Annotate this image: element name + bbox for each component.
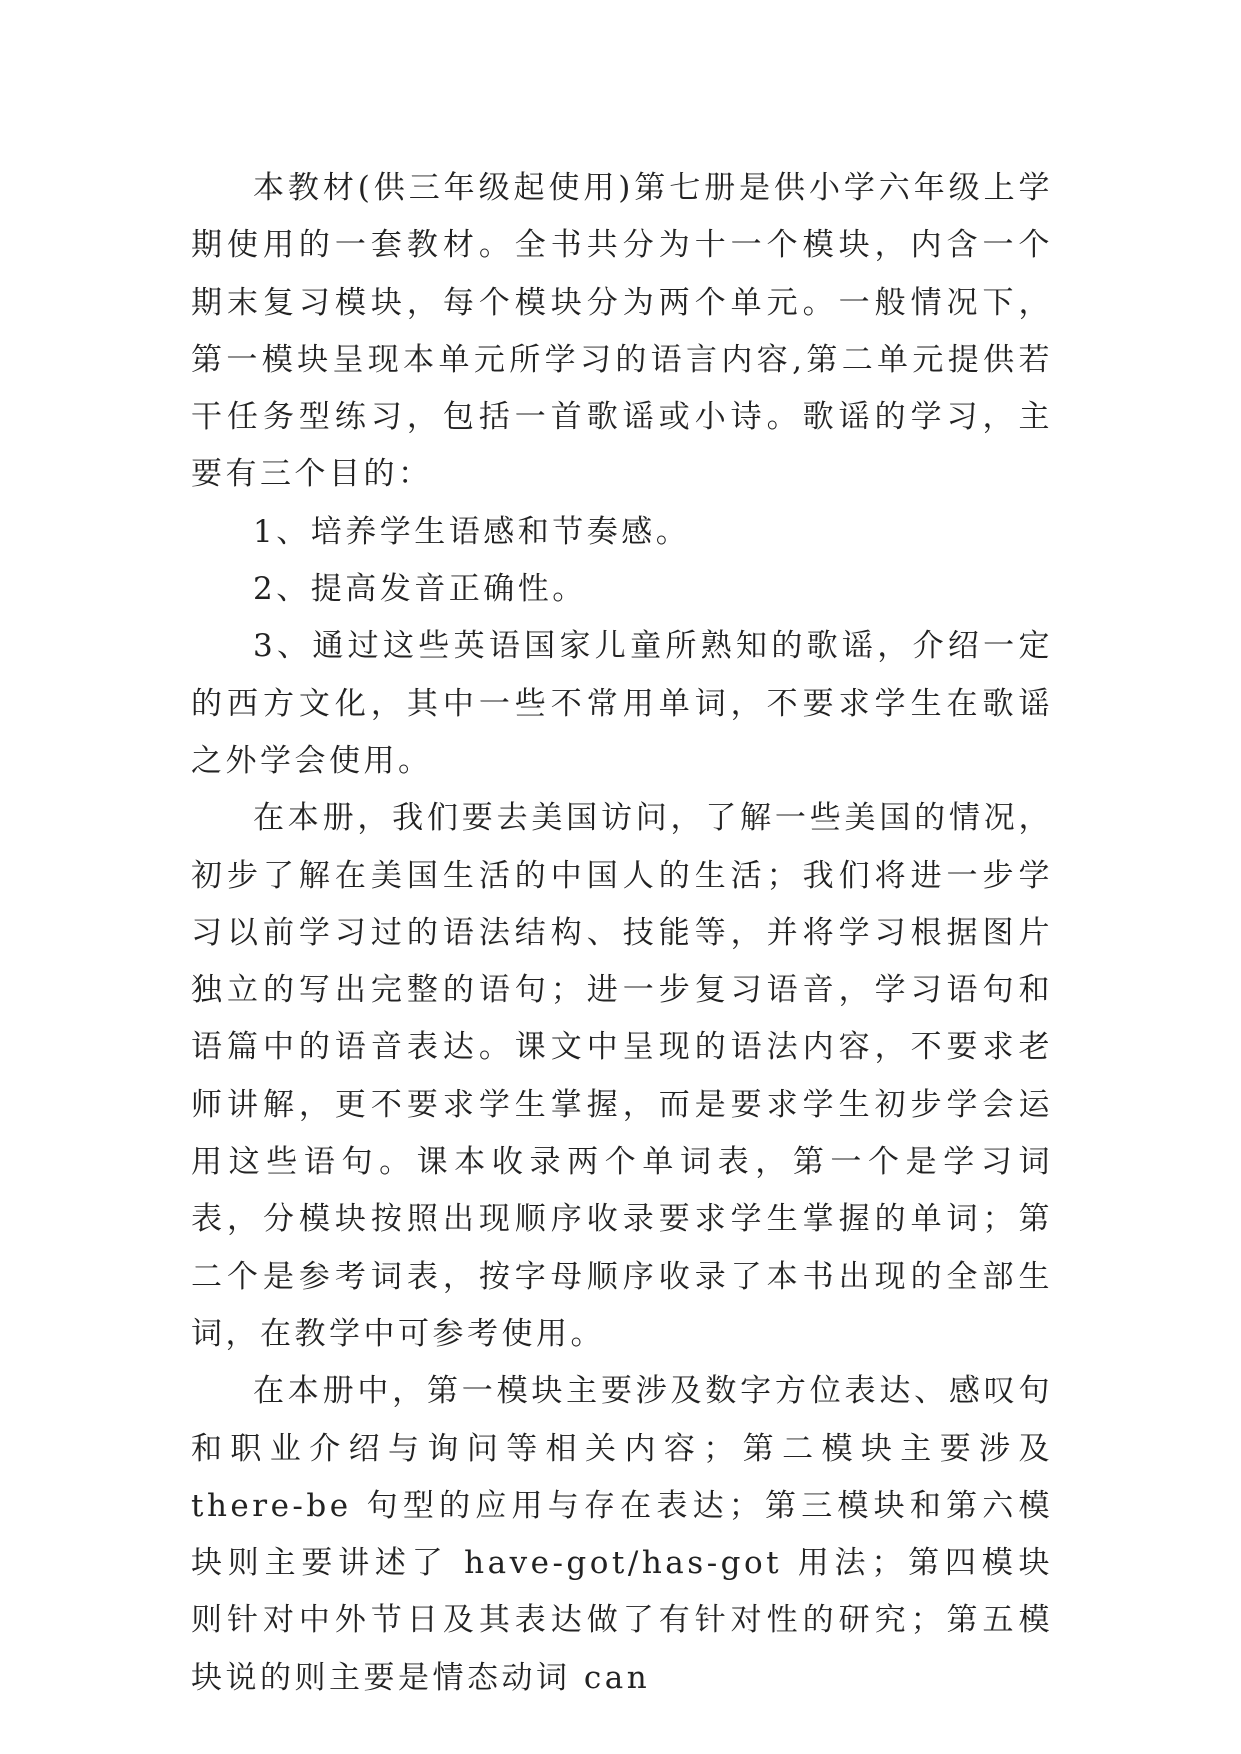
paragraph-modules: 在本册中，第一模块主要涉及数字方位表达、感叹句和职业介绍与询问等相关内容；第二模块主要涉及 there-be 句型的应用与存在表达；第三模块和第六模块则主要讲述了 have-got/has-got 用法；第四模块则针对中外节日及其表达做了有针对性的研究；第五模块说的则主要是情态动词 can bbox=[191, 1373, 1053, 1696]
paragraph-usa-visit: 在本册，我们要去美国访问，了解一些美国的情况，初步了解在美国生活的中国人的生活；我们将进一步学习以前学习过的语法结构、技能等，并将学习根据图片独立的写出完整的语句；进一步复习语音，学习语句和语篇中的语音表达。课文中呈现的语法内容，不要求老师讲解，更不要求学生掌握，而是要求学生初步学会运用这些语句。课本收录两个单词表，第一个是学习词表，分模块按照出现顺序收录要求学生掌握的单词；第二个是参考词表，按字母顺序收录了本书出现的全部生词，在教学中可参考使用。 bbox=[191, 800, 1053, 1352]
list-item-2: 2、提高发音正确性。 bbox=[253, 571, 587, 608]
document-body bbox=[191, 160, 1053, 1707]
list-item-1: 1、培养学生语感和节奏感。 bbox=[253, 513, 691, 550]
list-item-3: 3、通过这些英语国家儿童所熟知的歌谣，介绍一定的西方文化，其中一些不常用单词，不要求学生在歌谣之外学会使用。 bbox=[191, 628, 1053, 779]
paragraph-intro: 本教材(供三年级起使用)第七册是供小学六年级上学期使用的一套教材。全书共分为十一个模块，内含一个期末复习模块，每个模块分为两个单元。一般情况下，第一模块呈现本单元所学习的语言内容,第二单元提供若干任务型练习，包括一首歌谣或小诗。歌谣的学习，主要有三个目的： bbox=[191, 170, 1053, 493]
